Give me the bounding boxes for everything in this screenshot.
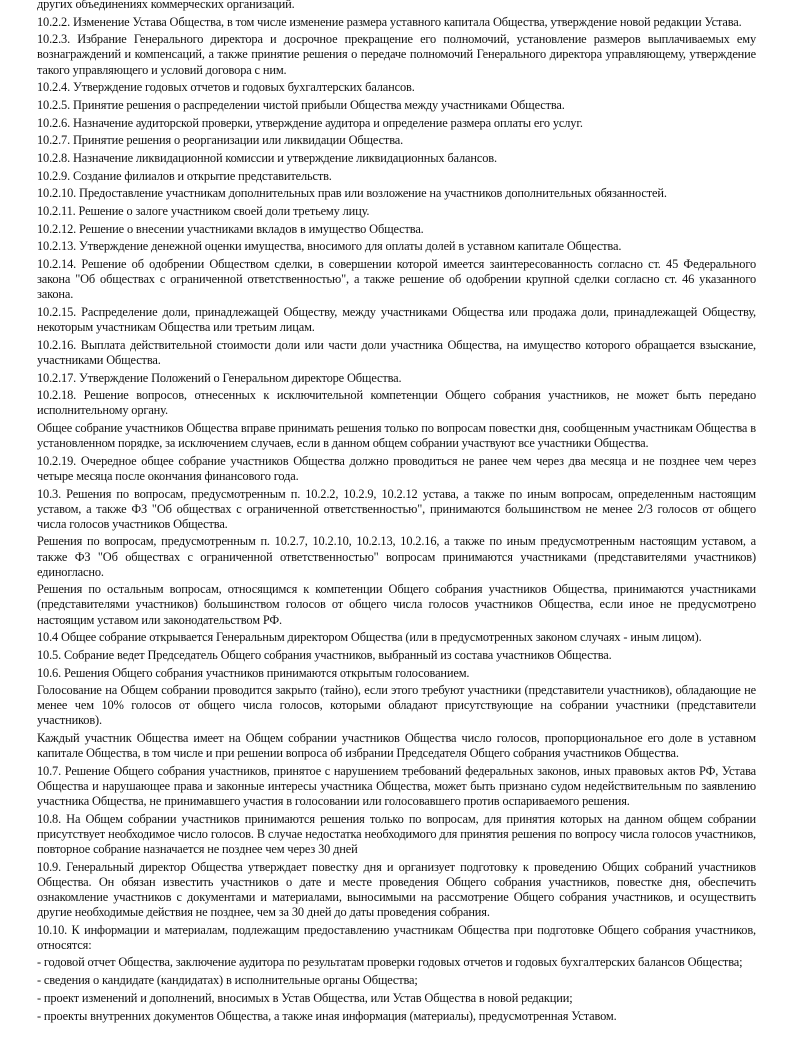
clause-10-2-3: 10.2.3. Избрание Генерального директора и досрочное прекращение его полномочий, установление размеров выплачиваемых ему вознаграждений и компенсаций, а также принятие решения о передаче полномочий Генерального директора управляющему, утверждение такого управляющего и условий договора с ним.	[37, 32, 756, 77]
clause-10-2-13: 10.2.13. Утверждение денежной оценки имущества, вносимого для оплаты долей в уставном капитале Общества.	[37, 239, 622, 254]
clause-10-10: 10.10. К информации и материалам, подлежащим предоставлению участникам Общества при подготовке Общего собрания участников, относятся:	[37, 922, 756, 952]
clause-10-2-7: 10.2.7. Принятие решения о реорганизации или ликвидации Общества.	[37, 133, 404, 148]
clause-10-2-15: 10.2.15. Распределение доли, принадлежащей Обществу, между участниками Общества или продажа доли, принадлежащей Обществу, некоторым участникам Общества или третьим лицам.	[37, 305, 756, 335]
clause-10-7: 10.7. Решение Общего собрания участников, принятое с нарушением требований федеральных законов, иных правовых актов РФ, Устава Общества и нарушающее права и законные интересы участника Общества, может быть признано судом недействительным по заявлению участника Общества, не принимавшего участия в голосовании или голосовавшего против оспариваемого решения.	[37, 763, 756, 809]
clause-10-8: 10.8. На Общем собрании участников принимаются решения только по вопросам, для принятия которых на данном общем собрании присутствует необходимое число голосов. В случае недостатка необходимого для принятия решения по вопросу числа голосов участников, повторное собрание назначается не позднее чем через 30 дней	[37, 811, 756, 856]
clause-10-2-8: 10.2.8. Назначение ликвидационной комиссии и утверждение ликвидационных балансов.	[37, 151, 497, 165]
paragraph-continuation: других объединениях коммерческих организаций.	[37, 0, 295, 11]
clause-10-2-16: 10.2.16. Выплата действительной стоимости доли или части доли участника Общества, на имущество которого обращается взыскание, участниками Общества.	[37, 337, 756, 367]
clause-10-3: 10.3. Решения по вопросам, предусмотренным п. 10.2.2, 10.2.9, 10.2.12 устава, а также по иным вопросам, определенным настоящим уставом, а также ФЗ "Об обществах с ограниченной ответственностью", принимаются большинством не менее 2/3 голосов от общего числа голосов участников Общества.	[37, 486, 756, 531]
clause-10-5: 10.5. Собрание ведет Председатель Общего собрания участников, выбранный из состава участников Общества.	[37, 647, 612, 662]
clause-10-2-11: 10.2.11. Решение о залоге участником своей доли третьему лицу.	[37, 204, 370, 219]
clause-10-2-19: 10.2.19. Очередное общее собрание участников Общества должно проводиться не ранее чем через два месяца и не позднее чем через четыре месяца после окончания финансового года.	[37, 453, 756, 483]
clause-10-2-9: 10.2.9. Создание филиалов и открытие представительств.	[37, 168, 332, 183]
clause-10-2-14: 10.2.14. Решение об одобрении Обществом сделки, в совершении которой имеется заинтересованность согласно ст. 45 Федерального закона "Об обществах с ограниченной ответственностью", а также решение об одобрении крупной сделки согласно ст. 46 указанного закона.	[37, 257, 756, 302]
paragraph-unanimous-decisions: Решения по вопросам, предусмотренным п. 10.2.7, 10.2.10, 10.2.13, 10.2.16, а также по иным предусмотренным настоящим уставом, а также ФЗ "Об обществах с ограниченной ответственностью" вопросам принимаются участниками (представителями участников) единогласно.	[37, 534, 756, 579]
clause-10-2-10: 10.2.10. Предоставление участникам дополнительных прав или возложение на участников дополнительных обязанностей.	[37, 186, 667, 201]
clause-10-2-6: 10.2.6. Назначение аудиторской проверки, утверждение аудитора и определение размера оплаты его услуг.	[37, 115, 583, 130]
paragraph-majority-decisions: Решения по остальным вопросам, относящимся к компетенции Общего собрания участников Общества, принимаются участниками (представителями участников) большинством голосов от общего числа голосов участников Общества, если иное не предусмотрено настоящим уставом или законодательством РФ.	[37, 582, 756, 627]
paragraph-agenda-rule: Общее собрание участников Общества вправе принимать решения только по вопросам повестки дня, сообщенным участникам Общества в установленном порядке, за исключением случаев, если в данном общем собрании участвуют все участники Общества.	[37, 421, 756, 451]
clause-10-2-17: 10.2.17. Утверждение Положений о Генеральном директоре Общества.	[37, 370, 402, 385]
paragraph-secret-voting: Голосование на Общем собрании проводится закрыто (тайно), если этого требуют участники (представители участников), обладающие не менее чем 10% голосов от общего числа голосов, которыми обладают присутствующие на собрании участники (представители участников).	[37, 683, 756, 728]
paragraph-votes-proportional: Каждый участник Общества имеет на Общем собрании участников Общества число голосов, пропорциональное его доле в уставном капитале Общества, в том числе и при решении вопроса об избрании Председателя Общего собрания участников Общества.	[37, 731, 756, 761]
list-item-annual-report: - годовой отчет Общества, заключение аудитора по результатам проверки годовых отчетов и годовых бухгалтерских балансов Общества;	[37, 955, 743, 970]
clause-10-2-5: 10.2.5. Принятие решения о распределении чистой прибыли Общества между участниками Общества.	[37, 97, 565, 112]
clause-10-9: 10.9. Генеральный директор Общества утверждает повестку дня и организует подготовку к проведению Общих собраний участников Общества. Он обязан известить участников о дате и месте проведения Общего собрания участников, повестке дня, обеспечить ознакомление участников с документами и материалами, выносимыми на рассмотрение Общего собрания участников, и осуществить другие необходимые действия не позднее, чем за 30 дней до даты проведения собрания.	[37, 859, 756, 919]
list-item-internal-documents: - проекты внутренних документов Общества, а также иная информация (материалы), предусмотренная Уставом.	[37, 1008, 617, 1023]
clause-10-2-4: 10.2.4. Утверждение годовых отчетов и годовых бухгалтерских балансов.	[37, 80, 415, 95]
clause-10-2-18: 10.2.18. Решение вопросов, отнесенных к исключительной компетенции Общего собрания участников, не может быть передано исполнительному органу.	[37, 388, 756, 418]
clause-10-2-12: 10.2.12. Решение о внесении участниками вкладов в имущество Общества.	[37, 221, 424, 236]
document-page	[37, 0, 756, 1026]
clause-10-2-2: 10.2.2. Изменение Устава Общества, в том числе изменение размера уставного капитала Общества, утверждение новой редакции Устава.	[37, 14, 742, 29]
clause-10-6: 10.6. Решения Общего собрания участников принимаются открытым голосованием.	[37, 665, 470, 680]
list-item-charter-amendments: - проект изменений и дополнений, вносимых в Устав Общества, или Устав Общества в новой редакции;	[37, 990, 573, 1005]
clause-10-4: 10.4 Общее собрание открывается Генеральным директором Общества (или в предусмотренных законом случаях - иным лицом).	[37, 630, 702, 645]
list-item-candidates: - сведения о кандидате (кандидатах) в исполнительные органы Общества;	[37, 973, 418, 988]
